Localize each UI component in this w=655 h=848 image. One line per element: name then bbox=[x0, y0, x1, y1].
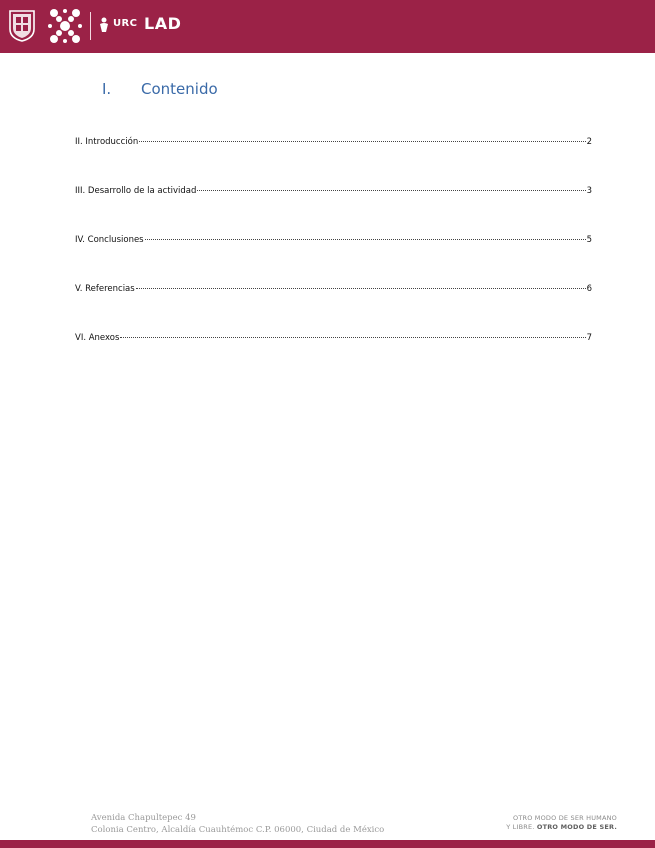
toc-heading-text: Contenido bbox=[141, 80, 218, 98]
footer-bar bbox=[0, 840, 655, 848]
address-line-2: Colonia Centro, Alcaldía Cuauhtémoc C.P. 06000, Ciudad de México bbox=[91, 825, 385, 835]
toc-entry-page: 3 bbox=[586, 186, 592, 196]
toc-entry-label: III. Desarrollo de la actividad bbox=[75, 186, 197, 196]
toc-heading-number: I. bbox=[102, 80, 112, 98]
toc-entry-page: 6 bbox=[586, 284, 592, 294]
toc-list bbox=[75, 137, 592, 382]
header-bar bbox=[0, 0, 655, 53]
slogan-line-2-a: Y LIBRE. bbox=[506, 823, 537, 831]
toc-entry-label: IV. Conclusiones bbox=[75, 235, 144, 245]
toc-leader-dots bbox=[120, 336, 585, 338]
slogan-line-1: OTRO MODO DE SER HUMANO bbox=[513, 814, 617, 822]
header-divider bbox=[90, 12, 91, 40]
toc-entry-referencias[interactable] bbox=[75, 284, 592, 333]
toc-entry-introduccion[interactable] bbox=[75, 137, 592, 186]
toc-leader-dots bbox=[139, 140, 585, 142]
address-line-1: Avenida Chapultepec 49 bbox=[91, 813, 196, 823]
toc-entry-anexos[interactable] bbox=[75, 333, 592, 382]
toc-leader-dots bbox=[136, 287, 586, 289]
toc-entry-label: II. Introducción bbox=[75, 137, 139, 147]
toc-entry-desarrollo[interactable] bbox=[75, 186, 592, 235]
footer-slogan bbox=[506, 814, 617, 832]
toc-leader-dots bbox=[145, 238, 586, 240]
toc-entry-page: 2 bbox=[586, 137, 592, 147]
urc-label: URC bbox=[113, 18, 138, 29]
slogan-line-2-b: OTRO MODO DE SER. bbox=[536, 823, 617, 831]
cdmx-x-logo-icon bbox=[46, 6, 84, 46]
toc-entry-page: 7 bbox=[586, 333, 592, 343]
urc-figure-icon bbox=[97, 17, 111, 33]
toc-entry-conclusiones[interactable] bbox=[75, 235, 592, 284]
toc-entry-label: V. Referencias bbox=[75, 284, 135, 294]
toc-heading bbox=[102, 80, 218, 98]
toc-leader-dots bbox=[197, 189, 585, 191]
coat-of-arms-icon bbox=[8, 9, 36, 42]
toc-entry-page: 5 bbox=[586, 235, 592, 245]
toc-entry-label: VI. Anexos bbox=[75, 333, 120, 343]
slogan-line-2 bbox=[506, 823, 617, 832]
lad-label: LAD bbox=[144, 14, 182, 33]
footer-address bbox=[91, 812, 384, 836]
